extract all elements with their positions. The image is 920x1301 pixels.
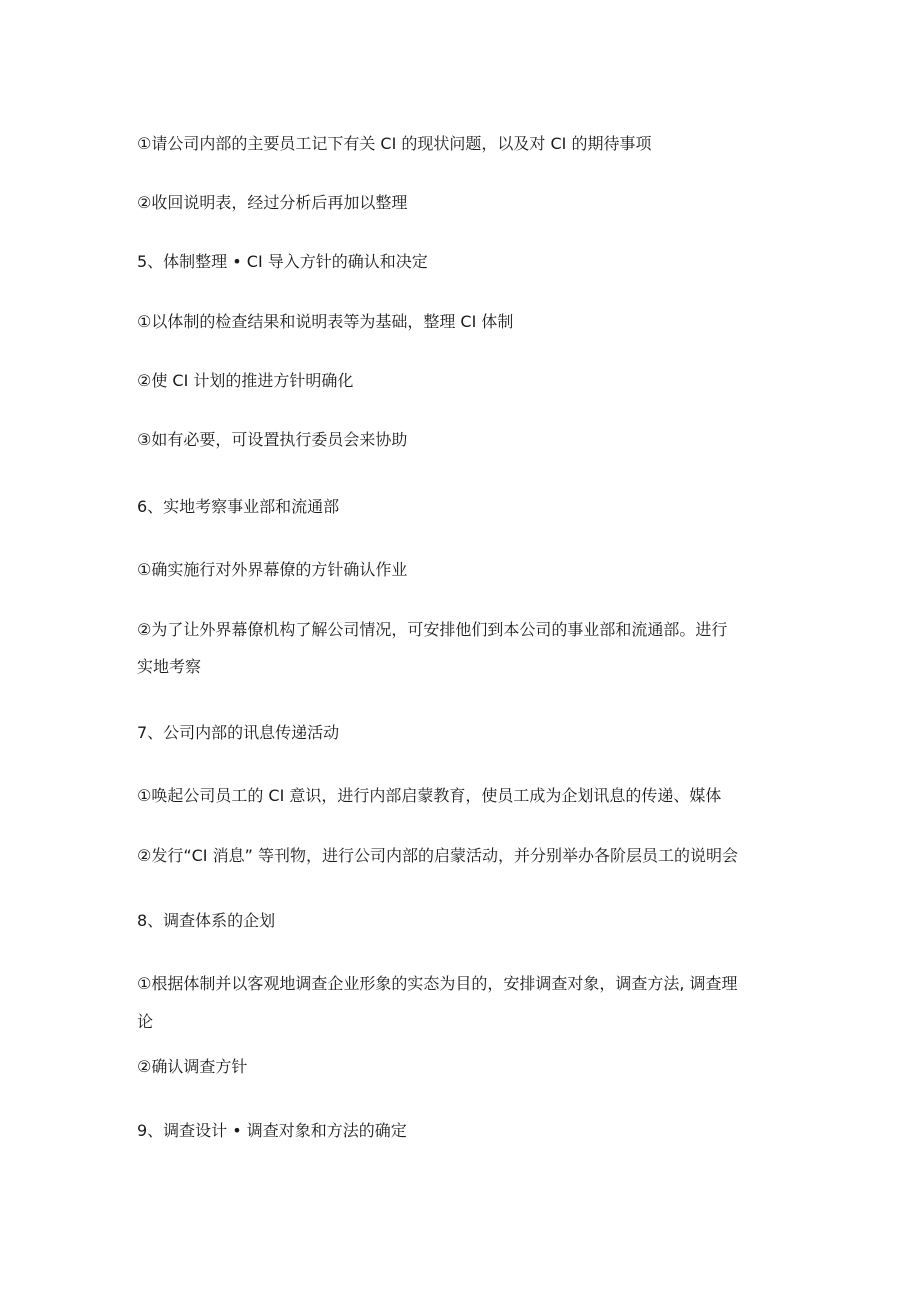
section-heading: 7、公司内部的讯息传递活动 [137, 723, 340, 742]
section-heading: 5、体制整理 • CI 导入方针的确认和决定 [137, 252, 428, 271]
section-heading: 6、实地考察事业部和流通部 [137, 497, 340, 516]
list-item-continuation: 实地考察 [137, 657, 202, 676]
list-item: ②使 CI 计划的推进方针明确化 [137, 371, 354, 390]
list-item: ②收回说明表，经过分析后再加以整理 [137, 193, 408, 212]
list-item: ②确认调查方针 [137, 1057, 248, 1076]
list-item: ②为了让外界幕僚机构了解公司情况，可安排他们到本公司的事业部和流通部。进行 [137, 620, 728, 639]
list-item: ①以体制的检查结果和说明表等为基础，整理 CI 体制 [137, 312, 514, 331]
section-heading: 9、调查设计 • 调查对象和方法的确定 [137, 1121, 407, 1140]
section-heading: 8、调查体系的企划 [137, 911, 276, 930]
list-item: ①确实施行对外界幕僚的方针确认作业 [137, 560, 408, 579]
list-item: ①根据体制并以客观地调查企业形象的实态为目的，安排调查对象，调查方法, 调查理 [137, 974, 738, 993]
list-item-continuation: 论 [137, 1012, 154, 1031]
list-item: ①唤起公司员工的 CI 意识，进行内部启蒙教育，使员工成为企划讯息的传递、媒体 [137, 786, 722, 805]
list-item: ②发行“CI 消息” 等刊物，进行公司内部的启蒙活动，并分别举办各阶层员工的说明会 [137, 846, 738, 865]
list-item: ③如有必要，可设置执行委员会来协助 [137, 430, 408, 449]
list-item: ①请公司内部的主要员工记下有关 CI 的现状问题，以及对 CI 的期待事项 [137, 134, 652, 153]
